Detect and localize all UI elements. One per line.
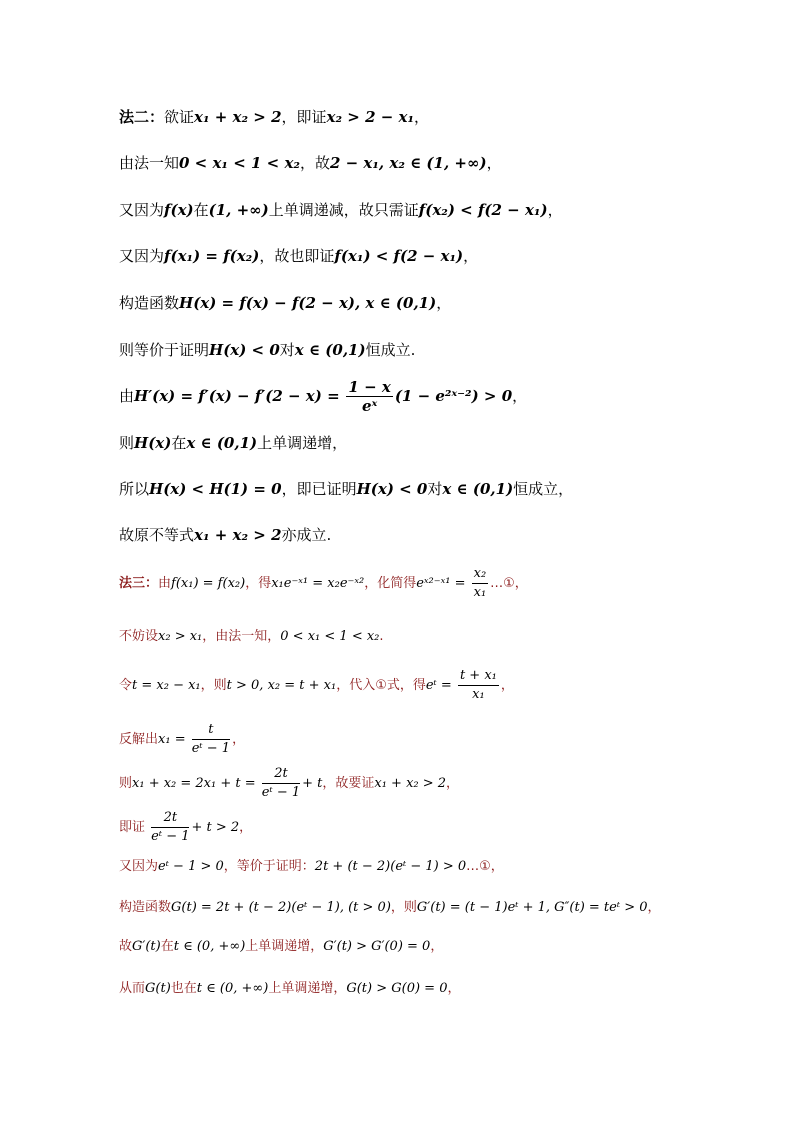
fraction-numerator: 1 − x — [348, 378, 391, 396]
text: 欲证 — [164, 108, 195, 126]
fraction-numerator: t + x₁ — [458, 667, 499, 686]
m2-line-2 — [119, 152, 754, 174]
text: 又因为 — [119, 859, 159, 874]
formula: G(t) > G(0) = 0 — [346, 981, 448, 996]
formula: G′(t) > G′(0) = 0 — [323, 939, 431, 954]
text: 也在 — [170, 981, 197, 996]
m3-line-6 — [119, 806, 754, 850]
text: 在 — [171, 434, 187, 452]
text: 构造函数 — [119, 294, 180, 312]
text: …①， — [466, 859, 504, 874]
text: 所以 — [119, 480, 150, 498]
text: ， — [446, 776, 460, 791]
fraction-numerator: t — [192, 721, 230, 740]
formula: G(t) = 2t + (t − 2)(eᵗ − 1), (t > 0) — [171, 900, 391, 915]
text: 则 — [119, 434, 135, 452]
m2-line-3 — [119, 199, 754, 221]
formula: x₂ > x₁ — [158, 629, 203, 644]
text: ， — [447, 981, 461, 996]
m2-line-6 — [119, 339, 754, 361]
formula: x₂ > 2 − x₁ — [326, 108, 415, 126]
formula: f(x) — [164, 201, 194, 219]
fraction-denominator: eᵗ − 1 — [191, 741, 231, 756]
text: 不妨设 — [119, 629, 159, 644]
text: ，即已证明 — [281, 480, 357, 498]
text: ， — [232, 732, 246, 747]
fraction-denominator: eᵗ − 1 — [261, 785, 301, 800]
text: 故原不等式 — [119, 526, 195, 544]
text: 由 — [119, 387, 135, 405]
formula: eᵗ − 1 > 0 — [158, 859, 224, 874]
text: 上单调递增， — [245, 939, 324, 954]
text: ，化简得 — [364, 576, 417, 591]
text: 恒成立. — [365, 341, 416, 359]
text: ， — [436, 294, 452, 312]
formula: t ∈ (0, +∞) — [196, 981, 269, 996]
text: ， — [547, 201, 563, 219]
text: 对 — [427, 480, 443, 498]
formula: G′(t) — [132, 939, 161, 954]
formula: 2 − x₁, x₂ ∈ (1, +∞) — [329, 154, 487, 172]
formula: eᵗ = — [425, 678, 452, 693]
m2-line-1 — [119, 106, 754, 128]
text: 即证 — [119, 820, 146, 835]
formula: x ∈ (0,1) — [294, 341, 366, 359]
formula: x₁ + x₂ > 2 — [374, 776, 447, 791]
formula: f(x₁) = f(x₂) — [164, 247, 260, 265]
m2-line-8 — [119, 432, 754, 454]
method3-label: 法三： — [119, 576, 159, 591]
m3-line-3 — [119, 664, 754, 708]
formula: x ∈ (0,1) — [442, 480, 514, 498]
text: ，等价于证明： — [223, 859, 315, 874]
formula: G′(t) = (t − 1)eᵗ + 1, G″(t) = teᵗ > 0 — [416, 900, 648, 915]
fraction-numerator: x₂ — [472, 565, 489, 584]
text: ， — [463, 247, 479, 265]
m2-line-9 — [119, 478, 754, 500]
fraction-denominator: x₁ — [472, 687, 485, 702]
text: …①， — [490, 576, 528, 591]
text: ，即证 — [281, 108, 327, 126]
fraction-denominator: eᵗ − 1 — [151, 829, 190, 844]
m3-line-7 — [119, 856, 754, 878]
text: 亦成立. — [281, 526, 332, 544]
text: 又因为 — [119, 247, 165, 265]
formula: f(x₁) < f(2 − x₁) — [334, 247, 464, 265]
formula: t > 0, x₂ = t + x₁ — [226, 678, 337, 693]
formula: x ∈ (0,1) — [186, 434, 258, 452]
m2-line-7 — [119, 374, 754, 418]
m2-line-10 — [119, 524, 754, 546]
m2-line-5 — [119, 292, 754, 314]
fraction — [458, 667, 499, 704]
formula: x₁e⁻ˣ¹ = x₂e⁻ˣ² — [271, 576, 365, 591]
text: 构造函数 — [119, 900, 172, 915]
text: 在 — [193, 201, 209, 219]
text: ，由法一知， — [202, 629, 281, 644]
m2-line-4 — [119, 245, 754, 267]
formula: x₁ = — [158, 732, 186, 747]
text: ， — [486, 154, 502, 172]
text: 则 — [119, 776, 133, 791]
text: 从而 — [119, 981, 146, 996]
formula: G(t) — [145, 981, 171, 996]
m3-line-4 — [119, 718, 754, 762]
formula: H(x) < 0 — [209, 341, 280, 359]
text: ，故 — [299, 154, 330, 172]
text: 由法一知 — [119, 154, 180, 172]
text: ，得 — [245, 576, 272, 591]
formula: t = x₂ − x₁ — [132, 678, 201, 693]
formula: + t — [302, 776, 323, 791]
text: . — [379, 629, 384, 644]
fraction-numerator: 2t — [262, 765, 300, 784]
formula: (1, +∞) — [208, 201, 269, 219]
text: 上单调递增， — [257, 434, 348, 452]
text: ，则 — [390, 900, 417, 915]
formula: 0 < x₁ < 1 < x₂ — [179, 154, 300, 172]
formula: + t > 2 — [191, 820, 240, 835]
fraction — [192, 721, 230, 758]
fraction-denominator: x₁ — [473, 585, 487, 600]
text: ， — [512, 387, 528, 405]
text: 则等价于证明 — [119, 341, 210, 359]
m3-line-9 — [119, 936, 754, 958]
m3-line-2 — [119, 626, 754, 648]
text: ，则 — [200, 678, 227, 693]
fraction-numerator: 2t — [151, 809, 189, 828]
formula: x₁ + x₂ > 2 — [194, 526, 282, 544]
text: ，故也即证 — [259, 247, 335, 265]
text: 由 — [158, 576, 172, 591]
text: 恒成立， — [513, 480, 574, 498]
formula: x₁ + x₂ = 2x₁ + t = — [132, 776, 256, 791]
text: ， — [239, 820, 253, 835]
fraction — [472, 565, 489, 602]
formula: H(x) = f(x) − f(2 − x), x ∈ (0,1) — [179, 294, 437, 312]
text: 反解出 — [119, 732, 159, 747]
formula: 0 < x₁ < 1 < x₂ — [280, 629, 380, 644]
text: ， — [414, 108, 430, 126]
text: ，代入①式，得 — [336, 678, 426, 693]
fraction — [346, 378, 392, 415]
text: 在 — [160, 939, 174, 954]
text: 令 — [119, 678, 133, 693]
text: 上单调递增， — [268, 981, 347, 996]
formula: f(x₂) < f(2 − x₁) — [418, 201, 548, 219]
formula: t ∈ (0, +∞) — [173, 939, 246, 954]
fraction-denominator: eˣ — [362, 397, 378, 415]
text: ， — [430, 939, 444, 954]
m3-line-1 — [119, 562, 754, 606]
m3-line-10 — [119, 978, 754, 1000]
m3-line-8 — [119, 897, 754, 919]
text: 故 — [119, 939, 133, 954]
formula: eˣ²⁻ˣ¹ = — [416, 576, 466, 591]
formula: x₁ + x₂ > 2 — [194, 108, 282, 126]
formula: H′(x) = f′(x) − f′(2 − x) = — [134, 387, 340, 405]
formula: H(x) — [134, 434, 172, 452]
fraction — [262, 765, 300, 802]
method2-label: 法二： — [119, 108, 165, 126]
text: ，故要证 — [322, 776, 375, 791]
formula: (1 − e²ˣ⁻²) > 0 — [394, 387, 513, 405]
text: 对 — [279, 341, 295, 359]
fraction — [151, 809, 189, 846]
text: 又因为 — [119, 201, 165, 219]
formula: 2t + (t − 2)(eᵗ − 1) > 0 — [314, 859, 467, 874]
text: 上单调递减，故只需证 — [268, 201, 419, 219]
formula: f(x₁) = f(x₂) — [171, 576, 246, 591]
text: ， — [500, 678, 514, 693]
text: ， — [647, 900, 661, 915]
m3-line-5 — [119, 762, 754, 806]
formula: H(x) < 0 — [356, 480, 428, 498]
formula: H(x) < H(1) = 0 — [149, 480, 282, 498]
